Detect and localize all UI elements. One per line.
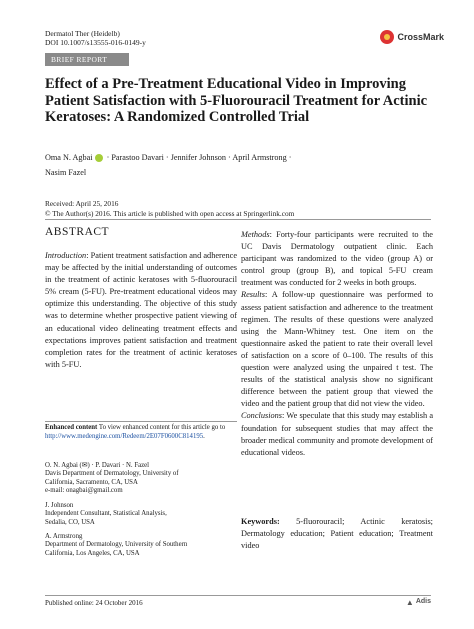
published-date: Published online: 24 October 2016: [45, 599, 143, 607]
conclusions-text: : We speculate that this study may establish a foundation for subsequent studies that may affect the broader medical community and promote development of educational videos.: [241, 411, 433, 457]
journal-name: Dermatol Ther (Heidelb): [45, 29, 120, 38]
crossmark-label: CrossMark: [397, 32, 444, 42]
aff2-role: Independent Consultant, Statistical Analysis,: [45, 510, 167, 518]
enhanced-divider: [45, 421, 237, 422]
affiliation-2: [45, 502, 237, 527]
results-label: Results: [241, 290, 265, 300]
affiliation-1: [45, 462, 237, 496]
abstract-conclusions: [241, 410, 433, 458]
methods-label: Methods: [241, 230, 270, 239]
enhanced-content-note: [45, 424, 237, 441]
article-title: Effect of a Pre-Treatment Educational Video in Improving Patient Satisfaction with 5-Fluorouracil Treatment for Actinic Keratoses: A Randomized Controlled Trial: [45, 76, 428, 125]
aff3-location: California, Los Angeles, CA, USA: [45, 549, 140, 557]
keywords-label: Keywords:: [241, 517, 280, 526]
enhanced-text: To view enhanced content for this article go to: [97, 424, 226, 431]
publisher-logo: [406, 598, 431, 607]
doi[interactable]: DOI 10.1007/s13555-016-0149-y: [45, 38, 146, 47]
aff2-location: Sedalia, CO, USA: [45, 518, 95, 526]
journal-citation: [45, 29, 146, 47]
aff3-dept: Department of Dermatology, University of Southern: [45, 541, 188, 549]
publisher-name: Adis: [415, 598, 431, 605]
abstract-methods: [241, 229, 433, 289]
received-date: Received: April 25, 2016: [45, 199, 119, 208]
crossmark-badge[interactable]: [380, 30, 444, 44]
orcid-icon[interactable]: [95, 154, 103, 162]
intro-text: : Patient treatment satisfaction and adherence may be affected by the initial understanding of outcomes in the treatment of actinic keratoses with 5-fluorouracil 5% cream (5-FU). Pre-treatment educational videos may optimize this understanding. The objective of this study was to determine whether prospective patient viewing of an educational video delineating treatment effects and expectations improves patient satisfaction and treatment completion rates for the treatment of actinic keratoses with 5-FU.: [45, 251, 237, 369]
aff1-location: California, Sacramento, CA, USA: [45, 478, 138, 486]
license-note: © The Author(s) 2016. This article is published with open access at Springerlink.com: [45, 208, 295, 218]
enhanced-end: .: [203, 432, 205, 440]
abstract-results: [241, 289, 433, 410]
conclusions-label: Conclusions: [241, 411, 283, 421]
aff3-author: A. Armstrong: [45, 533, 83, 540]
author-rest: · Parastoo Davari · Jennifer Johnson · April Armstrong ·: [104, 153, 292, 162]
crossmark-icon: [380, 30, 394, 44]
article-type-banner: BRIEF REPORT: [45, 53, 129, 66]
keywords-text: 5-fluorouracil; Actinic keratosis; Dermatology education; Patient education; Treatment video: [241, 517, 433, 551]
aff1-dept: Davis Department of Dermatology, University of: [45, 470, 179, 478]
aff1-email[interactable]: e-mail: onagbai@gmail.com: [45, 487, 123, 495]
author-last: Nasim Fazel: [45, 168, 87, 177]
abstract-introduction: [45, 250, 237, 371]
abstract-right-column: [241, 229, 433, 459]
methods-text: : Forty-four participants were recruited to the UC Davis Dermatology outpatient clinic. Each participant was randomized to the video (group A) or control group (group B), and topical 5-FU cream treatment was conducted for 2 weeks in both groups.: [241, 230, 433, 288]
intro-label: Introduction: [45, 251, 87, 260]
keywords: [241, 516, 433, 552]
results-text: : A follow-up questionnaire was performed to assess patient satisfaction and adherence to the treatment regimen. The results of these questions were analyzed using the Mann-Whitney test. One item on the questionnaire asked the patient to rate their overall level of satisfaction on a score of 0–100. The results of this question were analyzed using the unpaired t test. The results of the statistical analysis show no significant difference between the patient group that viewed the video and the patient group that did not view the video.: [241, 290, 433, 409]
enhanced-link[interactable]: http://www.medengine.com/Redeem/2E07F0600C814195: [45, 432, 204, 440]
aff1-authors: O. N. Agbai (✉) · P. Davari · N. Fazel: [45, 462, 150, 469]
divider: [45, 219, 431, 220]
author-list: [45, 150, 445, 180]
affiliation-3: [45, 533, 237, 558]
article-dates: [45, 199, 445, 218]
adis-triangle-icon: ▲: [405, 598, 414, 607]
enhanced-label: Enhanced content: [45, 424, 98, 431]
abstract-heading: ABSTRACT: [45, 226, 110, 238]
footer-divider: [45, 595, 431, 596]
aff2-author: J. Johnson: [45, 502, 74, 509]
author-first[interactable]: Oma N. Agbai: [45, 153, 93, 162]
